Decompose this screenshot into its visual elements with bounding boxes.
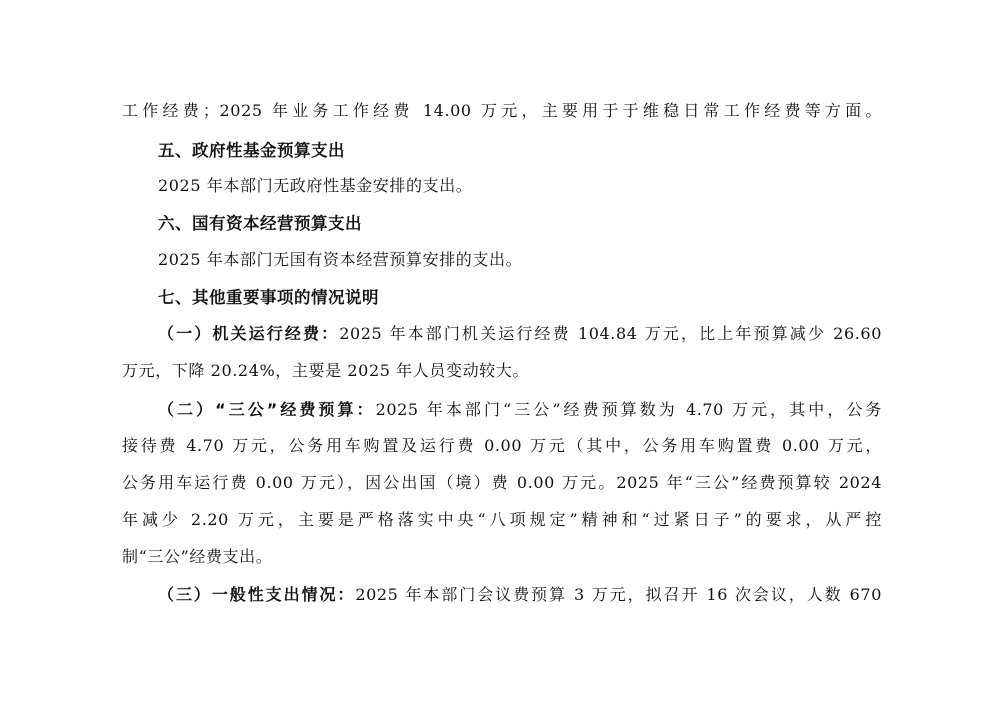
item-2-line-5: 制“三公”经费支出。: [122, 547, 273, 566]
item-1-line-1: [158, 324, 882, 344]
item-2-line-1: [158, 400, 882, 420]
section-heading-5: 五、政府性基金预算支出: [158, 141, 345, 160]
item-1-line-2: 万元，下降 20.24%，主要是 2025 年人员变动较大。: [122, 361, 529, 380]
item-1-text-1: 2025 年本部门机关运行经费 104.84 万元，比上年预算减少 26.60: [339, 324, 882, 343]
section-5-text: 2025 年本部门无政府性基金安排的支出。: [158, 176, 473, 195]
item-2-lead: （二）“三公”经费预算：: [158, 400, 376, 419]
item-2-line-3: 公务用车运行费 0.00 万元），因公出国（境）费 0.00 万元。2025 年“三公”经费预算较 2024: [122, 473, 882, 492]
item-3-text-1: 2025 年本部门会议费预算 3 万元，拟召开 16 次会议，人数 670: [355, 585, 882, 604]
item-2-text-1: 2025 年本部门“三公”经费预算数为 4.70 万元，其中，公务: [375, 400, 883, 419]
item-2-line-4: 年减少 2.20 万元，主要是严格落实中央“八项规定”精神和“过紧日子”的要求，从严控: [122, 510, 882, 529]
section-6-text: 2025 年本部门无国有资本经营预算安排的支出。: [158, 250, 523, 269]
section-heading-6: 六、国有资本经营预算支出: [158, 214, 362, 233]
item-3-lead: （三）一般性支出情况：: [158, 585, 356, 604]
section-heading-7: 七、其他重要事项的情况说明: [158, 288, 379, 307]
item-3-line-1: [158, 585, 882, 605]
item-1-lead: （一）机关运行经费：: [158, 324, 340, 343]
paragraph-line: 工作经费；2025 年业务工作经费 14.00 万元，主要用于于维稳日常工作经费等方面。: [122, 101, 882, 120]
item-2-line-2: 接待费 4.70 万元，公务用车购置及运行费 0.00 万元（其中，公务用车购置费 0.00 万元，: [122, 436, 882, 455]
